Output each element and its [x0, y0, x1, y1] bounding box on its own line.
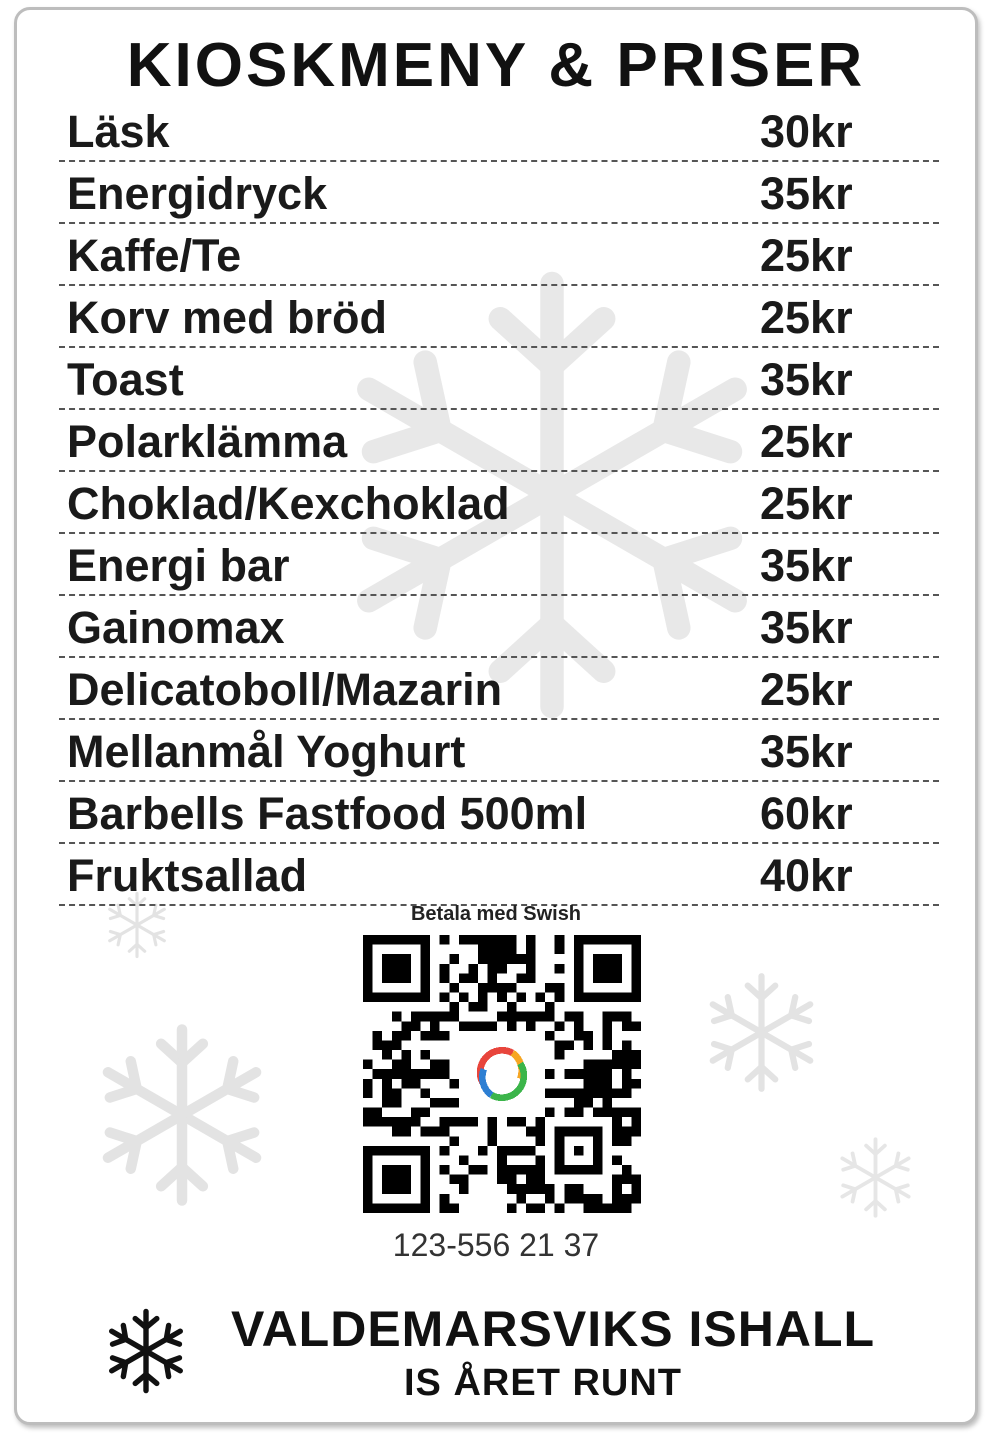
item-price: 25kr	[760, 292, 853, 343]
item-price: 35kr	[760, 540, 853, 591]
item-price: 40kr	[760, 850, 853, 901]
item-name: Energidryck	[67, 168, 328, 219]
item-price: 35kr	[760, 726, 853, 777]
list-item	[59, 227, 939, 286]
list-item	[59, 165, 939, 224]
list-item	[59, 599, 939, 658]
item-price: 25kr	[760, 230, 853, 281]
item-price: 35kr	[760, 168, 853, 219]
item-price: 35kr	[760, 602, 853, 653]
item-price: 30kr	[760, 106, 853, 157]
item-price: 25kr	[760, 664, 853, 715]
watermark-snowflake-icon	[87, 1020, 277, 1210]
brand-name: VALDEMARSVIKS ISHALL	[230, 1301, 876, 1357]
item-name: Toast	[67, 354, 184, 405]
qr-code-icon[interactable]	[363, 935, 641, 1213]
item-name: Delicatoboll/Mazarin	[67, 664, 503, 715]
list-item	[59, 847, 939, 906]
item-name: Fruktsallad	[67, 850, 308, 901]
swish-number: 123-556 21 37	[392, 1227, 600, 1263]
item-name: Barbells Fastfood 500ml	[67, 788, 588, 839]
swish-label: Betala med Swish	[410, 903, 582, 925]
item-price: 60kr	[760, 788, 853, 839]
price-list	[59, 103, 939, 909]
snowflake-icon	[101, 1306, 191, 1396]
list-item	[59, 289, 939, 348]
list-item	[59, 537, 939, 596]
page-title: KIOSKMENY & PRISER	[126, 31, 866, 100]
menu-card	[14, 7, 978, 1425]
item-price: 25kr	[760, 416, 853, 467]
item-name: Energi bar	[67, 540, 290, 591]
watermark-snowflake-icon	[699, 970, 824, 1095]
item-price: 25kr	[760, 478, 853, 529]
item-name: Choklad/Kexchoklad	[67, 478, 510, 529]
swish-logo-icon	[468, 1040, 535, 1107]
list-item	[59, 413, 939, 472]
item-name: Gainomax	[67, 602, 285, 653]
item-price: 35kr	[760, 354, 853, 405]
list-item	[59, 661, 939, 720]
item-name: Mellanmål Yoghurt	[67, 726, 466, 777]
item-name: Läsk	[67, 106, 170, 157]
list-item	[59, 723, 939, 782]
item-name: Polarklämma	[67, 416, 348, 467]
watermark-snowflake-icon	[833, 1135, 918, 1220]
brand-tagline: IS ÅRET RUNT	[404, 1362, 682, 1404]
list-item	[59, 785, 939, 844]
list-item	[59, 351, 939, 410]
list-item	[59, 103, 939, 162]
list-item	[59, 475, 939, 534]
item-name: Korv med bröd	[67, 292, 388, 343]
item-name: Kaffe/Te	[67, 230, 242, 281]
